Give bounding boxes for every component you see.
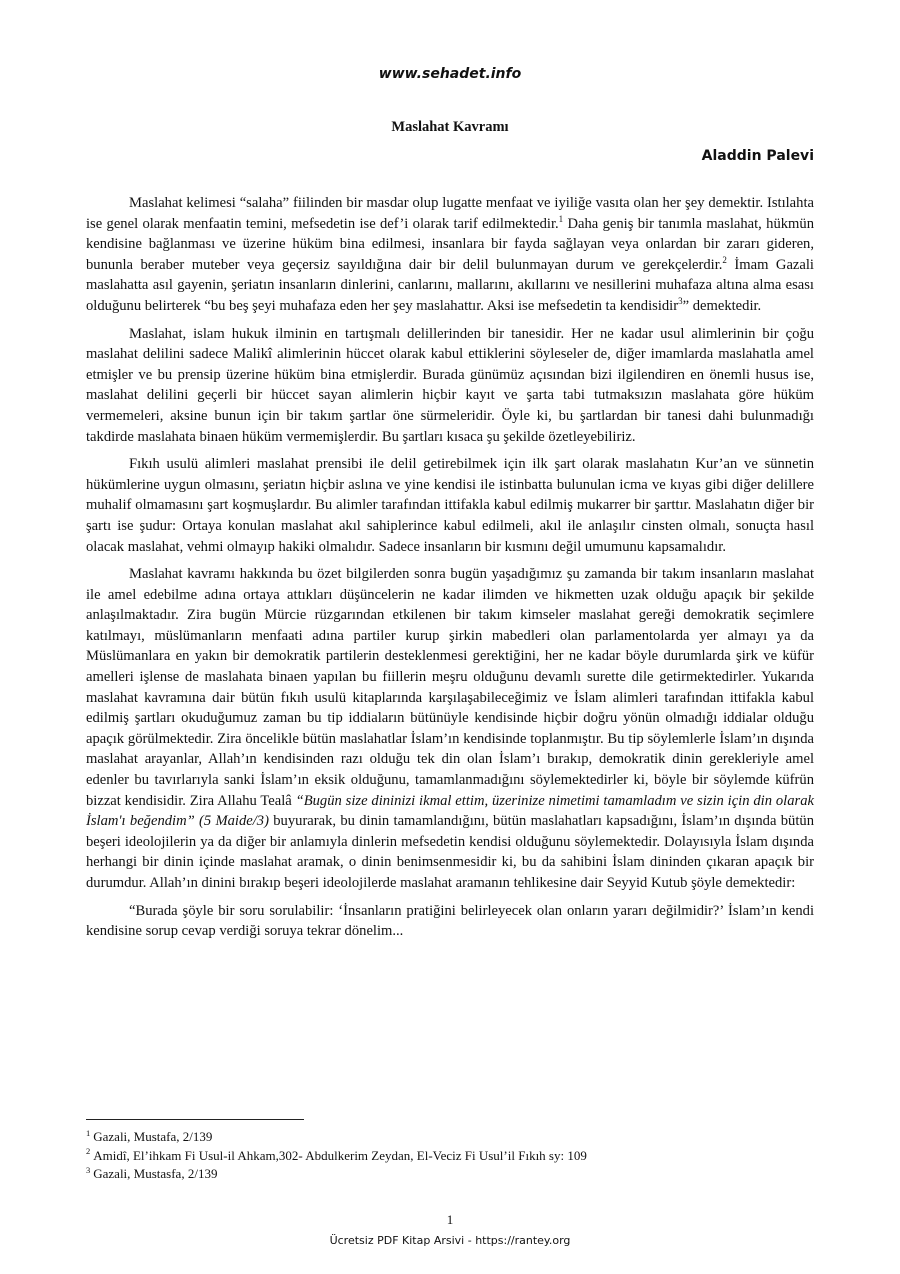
paragraph-5: “Burada şöyle bir soru sorulabilir: ‘İnsanların pratiğini belirleyecek olan onların yararı değilmidir?’ İslam’ın kendi kendisine sorup cevap verdiği soruya tekrar dönelim... (86, 902, 814, 940)
site-header: www.sehadet.info (378, 66, 522, 82)
page-number: 1 (446, 1212, 454, 1227)
site-footer: Ücretsiz PDF Kitap Arsivi - https://rantey.org (329, 1234, 571, 1247)
footnote-ref-2: 2 (722, 254, 727, 265)
paragraph-1: Maslahat kelimesi “salaha” fiilinden bir masdar olup lugatte menfaat ve iyiliğe vasıta olan her şey demektir. Istılahta ise genel olarak menfaatin temini, mefsedetin ise def’i olarak tarif edilmektedir.$^1$ Daha geniş bir tanımla maslahat, hükmün kendisine bağlanması ve üzerine hüküm bina edilmesi, insanlara bir fayda sağlayan veya onlardan bir zararı gideren, bununla beraber muteber veya geçersiz sayıldığına dair bir delil bulunmayan durum ve gerekçelerdir.$^2$ İmam Gazali maslahatta asıl gayenin, şeriatın insanların dinlerini, canlarını, mallarını, akıllarını ve nesillerini muhafaza altına alma esası olduğunu belirterek “bu beş şeyi muhafaza eden her şey maslahattır. Aksi ise mefsedetin ta kendisidir$^3$” demektedir. (86, 195, 814, 314)
footnote-item: $^3$ Gazali, Mustasfa, 2/139 (86, 1164, 218, 1181)
footnote-item: $^1$ Gazali, Mustafa, 2/139 (86, 1127, 213, 1144)
paragraph-4: Maslahat kavramı hakkında bu özet bilgilerden sonra bugün yaşadığımız şu zamanda bir takım insanların maslahat ile amel edebilme adına ortaya attıkları düşüncelerin ne kadar ilimden ve hikmetten uzak olduğu apaçık bir şekilde anlaşılmaktadır. Zira bugün Mürcie rüzgarından etkilenen bir takım kimseler maslahat gereği demokratik seçimlere katılmayı, müslümanların menfaati adına partiler kurup şirkin mabedleri olan parlamentolarda yer almayı ya da Müslümanlara en yakın bir demokratik partilerin desteklenmesi gerektiğini, her ne kadar böyle durumlarda şirk ve küfür amelleri işlense de maslahata binaen yapılan bu fiillerin meşru olduğunu devamlı surette dile getirmektedirler. Yukarıda maslahat kavramına dair bütün fıkıh usulü kitaplarında karşılaşabileceğimiz ve İslam alimleri tarafından ittifakla kabul edilmiş şartları okuduğumuz zaman bu tip iddiaların bütünüyle kendisinde hiçbir doğru yönün olmadığı iddialar olduğu apaçık görülmektedir. Zira öncelikle bütün maslahatlar İslam’ın kendisinde toplanmıştır. Bu tip söylemlerle İslam’ın dışında maslahat arayanlar, Allah’ın kendisinden razı olduğu tek din olan İslam’ı bırakıp, demokratik dinin gerekleriyle amel edenler bu tavırlarıyla sanki İslam’ın eksik olduğunu, tamamlanmadığını söylemektedirler ki, böyle bir söylemde küfrün bizzat kendisidir. Zira Allahu Tealâ “Bugün size dininizi ikmal ettim, üzerinize nimetimi tamamladım ve sizin için din olarak İslam'ı beğendim” (5 Maide/3) buyurarak, bu dinin tamamlandığını, bütün maslahatları kapsadığını, İslam’ın dışında bütün beşeri ideolojilerin ya da diğer bir anlamıyla dinlerin mefsedetin kendisi olduğunu söylemektedir. Dolayısıyla İslam dışında herhangi bir dinin içinde maslahat aramak, o dinin benimsenmesidir ki, bu da sahibini İslam dininden çıkaran apaçık bir durumdur. Allah’ın dinini bırakıp beşeri ideolojilerde maslahat aramanın tehlikesine dair Seyyid Kutub şöyle demektedir: (86, 566, 814, 891)
document-body (86, 193, 814, 949)
document-author: Aladdin Palevi (701, 148, 814, 164)
footnote-divider (86, 1119, 304, 1120)
footnote-ref-1: 1 (558, 213, 564, 224)
footnotes (86, 1128, 814, 1184)
paragraph-2: Maslahat, islam hukuk ilminin en tartışmalı delillerinden bir tanesidir. Her ne kadar usul alimlerinin bir çoğu maslahat delilini sadece Malikî alimlerinin hüccet olarak kabul ettiklerini söyleseler de, diğer imamlarda maslahatla amel etmişler ve bu prensip üzerine hüküm bina etmişlerdir. Burada günümüz açısından bizi ilgilendiren en önemli husus ise, maslahat delilini geçerli bir hüccet sayan alimlerin hiçbir kayıt ve şarta tabi tutmaksızın maslahata göre hüküm vermemeleri, aksine bunun için bir takım şartlar öne sürmeleridir. Öyle ki, bu şartlardan bir tanesi dahi bulunmadığı takdirde maslahata binaen hüküm vermemişlerdir. Bu şartları kısaca şu şekilde özetleyebiliriz. (86, 325, 814, 445)
paragraph-3: Fıkıh usulü alimleri maslahat prensibi ile delil getirebilmek için ilk şart olarak maslahatın Kur’an ve sünnetin hükümlerine uygun olmasını, şeriatın hiçbir aslına ve yine kendisi ile istinbatta bulunulan icma ve kıyas gibi diğer delillere muhalif olmamasını şart koşmuşlardır. Bu alimler tarafından ittifakla kabul edilmiş mukarrer bir şarttır. Maslahatın diğer bir şartı ise şudur: Ortaya konulan maslahat akıl sahiplerince kabul edilmeli, akıl ile anlaşılır cinsten olmalı, sonuçta hasıl olacak maslahat, vehmi olmayıp hakiki olmalıdır. Sadece insanların bir kısmını değil umumunu kapsamalıdır. (86, 456, 814, 555)
document-title: Maslahat Kavramı (391, 119, 509, 135)
quran-quote: “Bugün size dininizi ikmal ettim, üzerinize nimetimi tamamladım ve sizin için din olarak İslam'ı beğendim” (5 Maide/3) (86, 792, 814, 830)
footnote-item: $^2$ Amidî, El’ihkam Fi Usul-il Ahkam,302- Abdulkerim Zeydan, El-Veciz Fi Usul’il Fıkıh sy: 109 (86, 1146, 587, 1163)
footnote-ref-3: 3 (678, 296, 683, 307)
